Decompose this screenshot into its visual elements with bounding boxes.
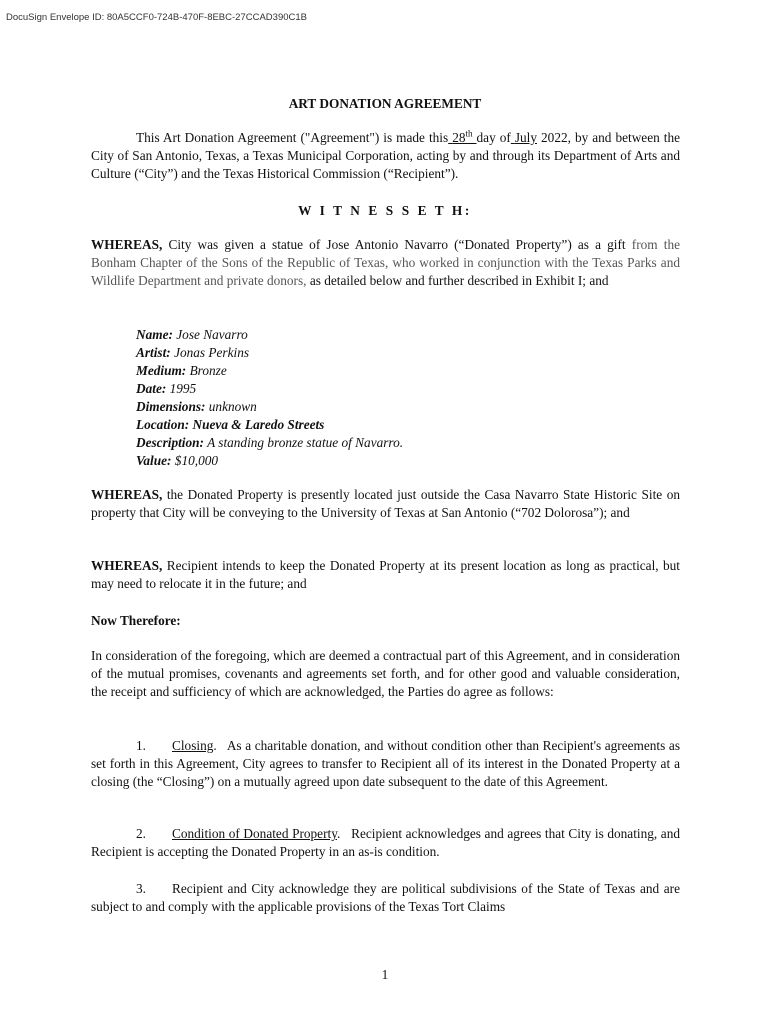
- whereas-label: WHEREAS,: [91, 558, 163, 573]
- section-number: 1.: [136, 738, 146, 753]
- section-1: 1. Closing. As a charitable donation, and without condition other than Recipient's agreements as set forth in this Agreement, City agrees to transfer to Recipient all of its interest in the Donated Property at a closing (the “Closing”) on a mutually agreed upon date subsequent to the date of this Agreement.: [91, 738, 680, 789]
- witnesseth-heading: W I T N E S S E T H:: [298, 203, 472, 218]
- whereas-label: WHEREAS,: [91, 487, 163, 502]
- section-heading: Condition of Donated Property: [171, 826, 337, 841]
- section-text: As a charitable donation, and without condition other than Recipient's agreements as set forth in this Agreement, City agrees to transfer to Recipient all of its interest in the Donated Property at a closing (the “Closing”) on a mutually agreed upon date subsequent to the date of this Agreement.: [91, 738, 680, 789]
- section-text: Recipient and City acknowledge they are political subdivisions of the State of Texas and are subject to and comply with the applicable provisions of the Texas Tort Claims: [91, 881, 680, 914]
- whereas-label: WHEREAS,: [91, 237, 163, 252]
- detail-name: Name: Jose Navarro: [136, 327, 248, 342]
- whereas-paragraph-3: WHEREAS, Recipient intends to keep the Donated Property at its present location as long as practical, but may need to relocate it in the future; and: [91, 558, 680, 591]
- section-3: [91, 880, 680, 916]
- consideration-paragraph: In consideration of the foregoing, which are deemed a contractual part of this Agreement, and in consideration of the mutual promises, covenants and agreements set forth, and for other good and valuable consideration, the receipt and sufficiency of which are acknowledged, the Parties do agree as follows:: [91, 648, 680, 699]
- now-therefore-heading: Now Therefore:: [91, 613, 181, 628]
- section-number: 3.: [136, 881, 146, 896]
- intro-month: July: [514, 130, 537, 145]
- detail-artist: Artist: Jonas Perkins: [136, 345, 250, 360]
- intro-text-3: 2022, by and between the City of San Antonio, Texas, a Texas Municipal Corporation, acting by and through its Department of Arts and Culture (“City”) and the Texas Historical Commission (“Recipient”).: [91, 130, 681, 181]
- section-heading: Closing: [171, 738, 214, 753]
- intro-text-2: day of: [476, 130, 511, 145]
- section-2: 2. Condition of Donated Property. Recipient acknowledges and agrees that City is donating, and Recipient is accepting the Donated Property in an as-is condition.: [91, 826, 680, 859]
- detail-dimensions: Dimensions: unknown: [136, 399, 257, 414]
- detail-date: Date: 1995: [136, 381, 197, 396]
- intro-day: 28th: [452, 128, 473, 145]
- page-number: 1: [381, 967, 389, 982]
- whereas-paragraph-1: WHEREAS, City was given a statue of Jose Antonio Navarro (“Donated Property”) as a gift from the Bonham Chapter of the Sons of the Republic of Texas, who worked in conjunction with the Texas Parks and Wildlife Department and private donors, as detailed below and further described in Exhibit I; and: [91, 237, 680, 288]
- intro-text-1: This Art Donation Agreement ("Agreement") is made this: [136, 130, 449, 145]
- section-text: Recipient acknowledges and agrees that City is donating, and Recipient is accepting the Donated Property in an as-is condition.: [91, 826, 680, 859]
- detail-location: Location: Nueva & Laredo Streets: [136, 417, 325, 432]
- whereas-paragraph-2: WHEREAS, the Donated Property is presently located just outside the Casa Navarro State Historic Site on property that City will be conveying to the University of Texas at San Antonio (“702 Dolorosa”); and: [91, 487, 680, 520]
- intro-paragraph: [91, 129, 680, 183]
- document-title: ART DONATION AGREEMENT: [288, 96, 482, 111]
- section-number: 2.: [136, 826, 146, 841]
- detail-value: Value: $10,000: [136, 453, 219, 468]
- docusign-envelope-id: DocuSign Envelope ID: 80A5CCF0-724B-470F-8EBC-27CCAD390C1B: [6, 12, 307, 23]
- property-details: [136, 326, 403, 470]
- detail-medium: Medium: Bronze: [136, 363, 227, 378]
- detail-description: Description: A standing bronze statue of Navarro.: [136, 435, 404, 450]
